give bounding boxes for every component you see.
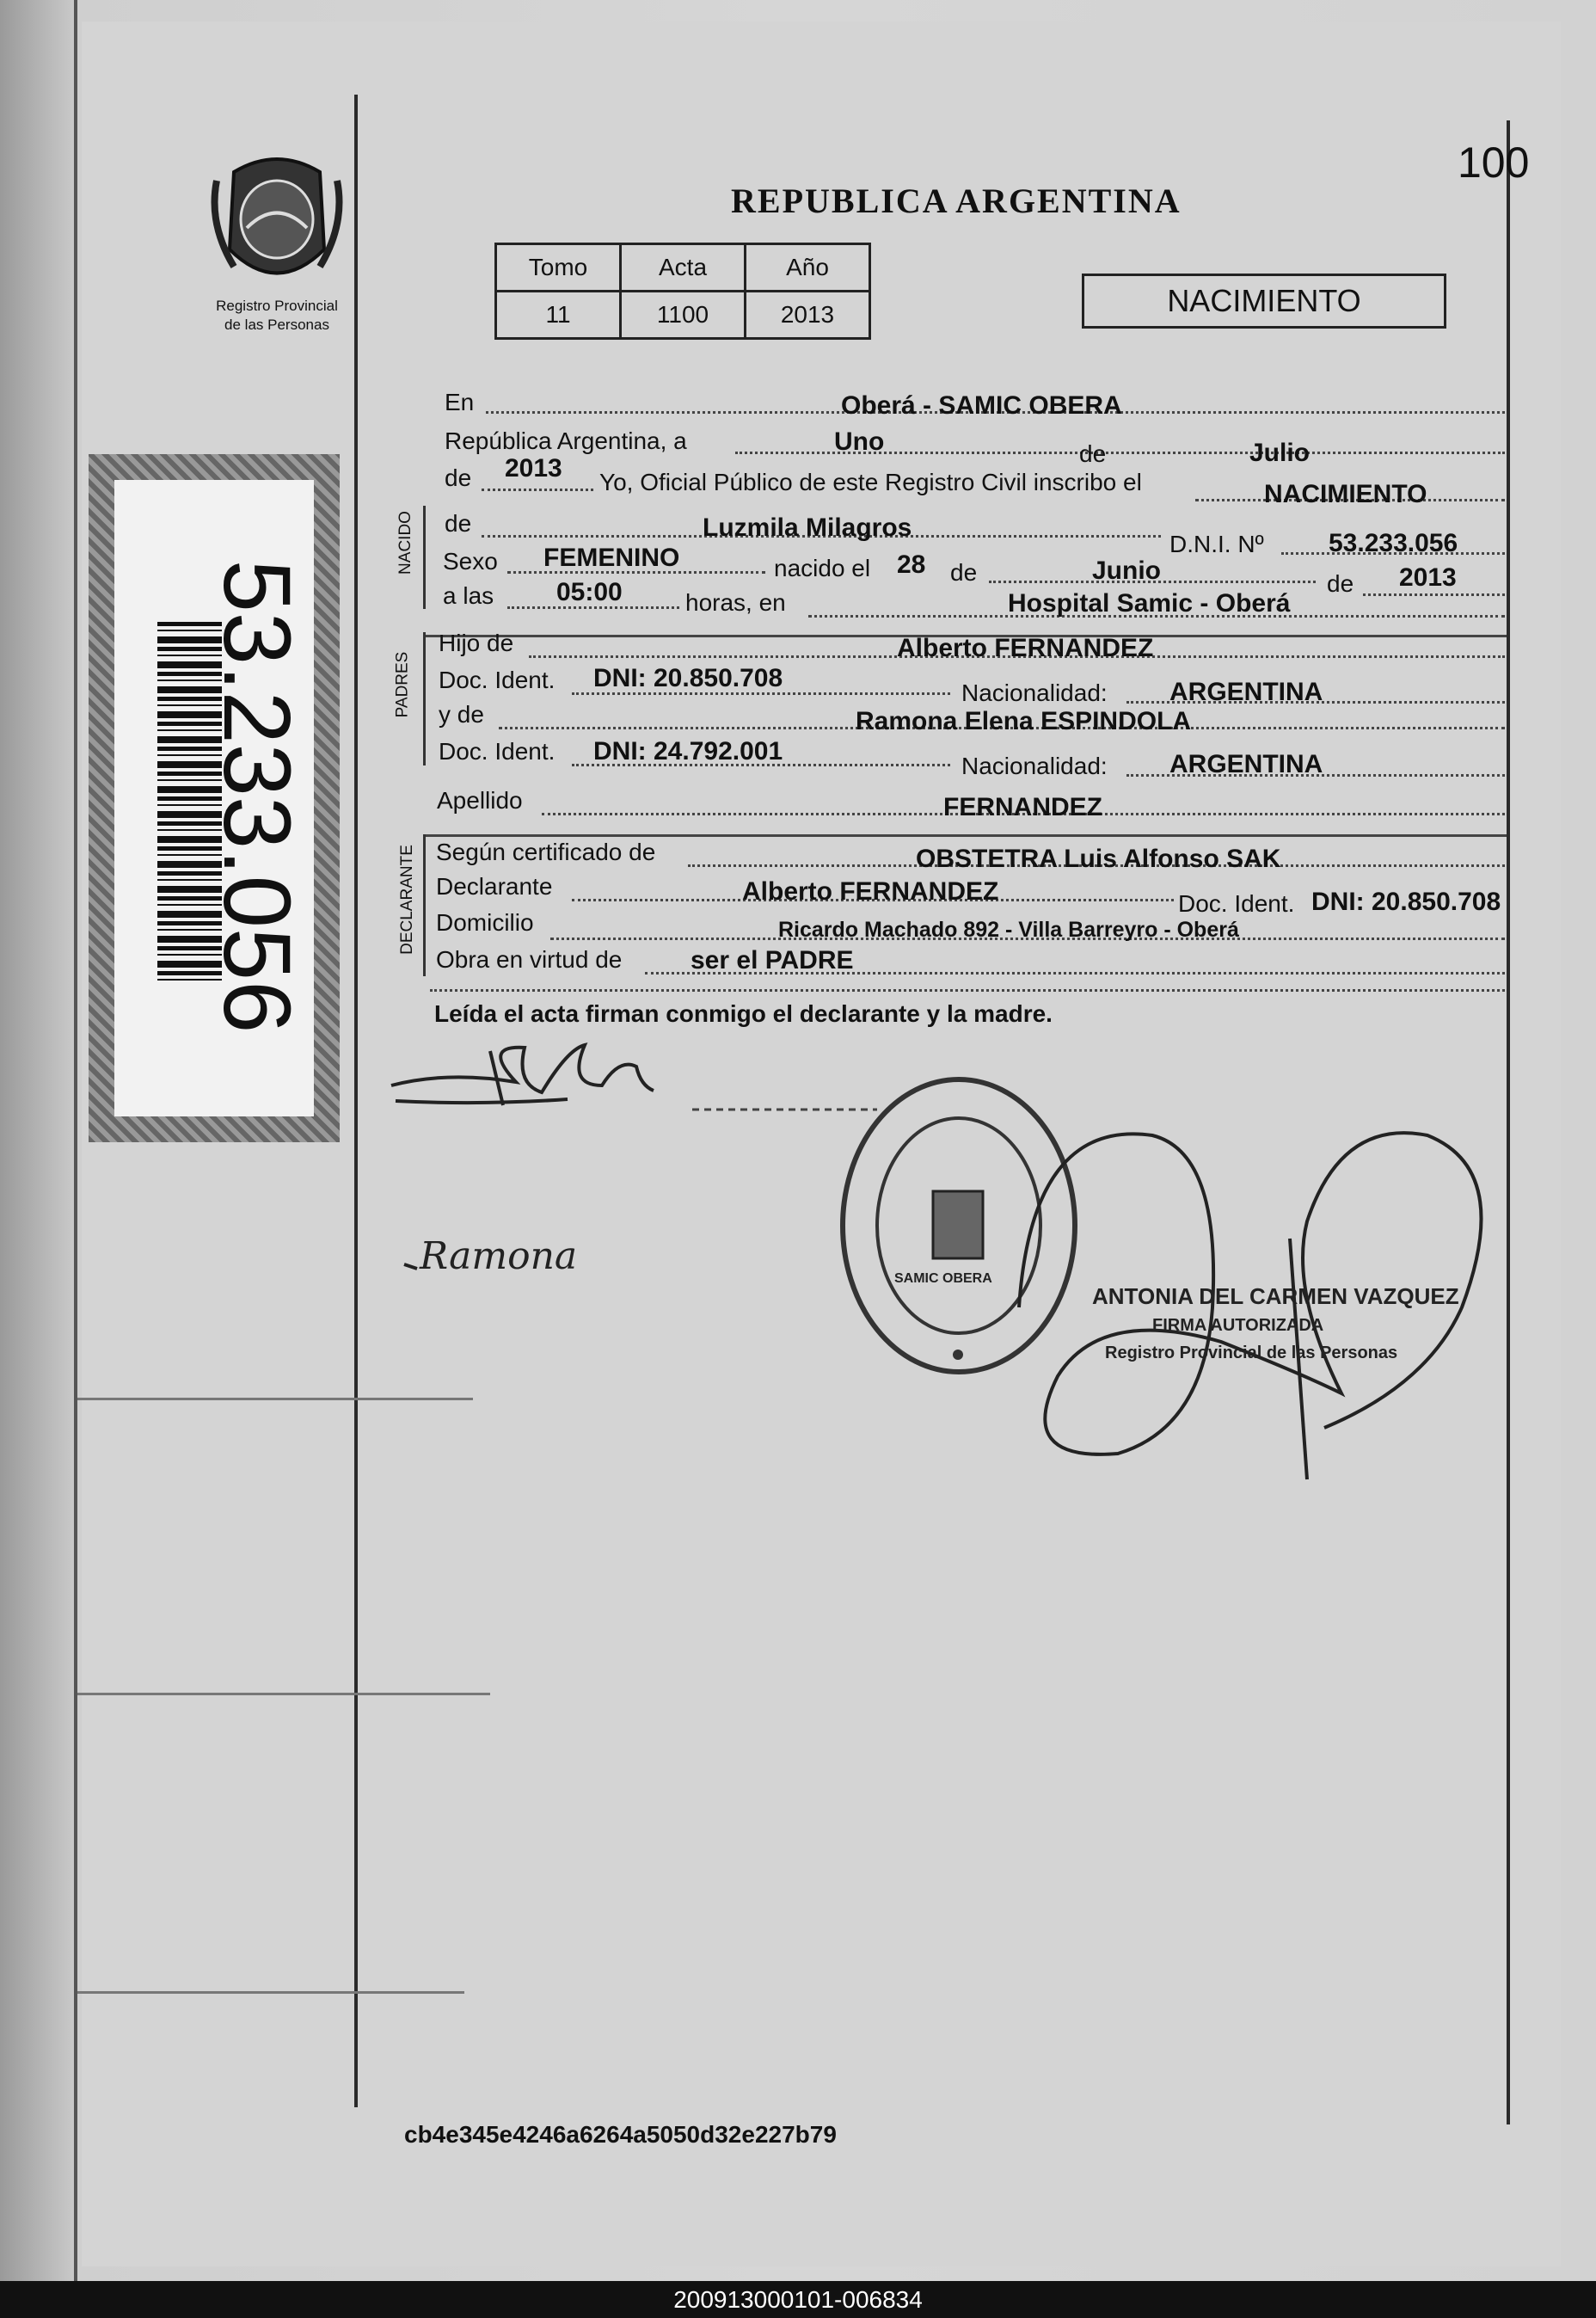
nacido-section-label: NACIDO (396, 511, 414, 575)
sexo-value: FEMENINO (543, 544, 680, 572)
seal-center-text: SAMIC OBERA (894, 1271, 992, 1286)
tomo-header: Tomo (496, 244, 621, 292)
dni-label: D.N.I. Nº (1169, 531, 1264, 557)
birth-place: Hospital Samic - Oberá (1008, 589, 1291, 618)
certificate-value: OBSTETRA Luis Alfonso SAK (916, 845, 1281, 873)
child-dni: 53.233.056 (1329, 529, 1458, 557)
father-nationality: ARGENTINA (1169, 678, 1323, 706)
mother-name: Ramona Elena ESPINDOLA (856, 707, 1192, 735)
nacido-de-label: de (445, 510, 472, 537)
day-value: Uno (834, 427, 885, 456)
de-label: de (445, 464, 472, 491)
child-name: Luzmila Milagros (703, 513, 912, 542)
doc-ident-label: Doc. Ident. (439, 738, 556, 765)
footer-id: 200913000101-006834 (0, 2281, 1596, 2318)
birth-month: Junio (1092, 556, 1161, 585)
tomo-value: 11 (496, 292, 621, 339)
de-label: de (1079, 440, 1107, 467)
mother-signature: Ramona (420, 1234, 578, 1278)
declarant-address: Ricardo Machado 892 - Villa Barreyro - Oberá (778, 918, 1239, 942)
declarante-label: Declarante (436, 873, 553, 900)
declarante-section-label: DECLARANTE (397, 845, 416, 955)
domicilio-label: Domicilio (436, 909, 534, 936)
official-office: Registro Provincial de las Personas (1105, 1343, 1398, 1362)
record-type-box: NACIMIENTO (1082, 274, 1446, 329)
month-value: Julio (1249, 439, 1311, 467)
seal-icon (843, 1079, 1075, 1372)
declarant-signature (391, 1045, 654, 1105)
hijo-de-label: Hijo de (439, 630, 514, 656)
place-value: Oberá - SAMIC OBERA (841, 391, 1122, 420)
mother-nationality: ARGENTINA (1169, 750, 1323, 778)
birth-year: 2013 (1399, 563, 1457, 592)
barcode-number: 53.233.056 (204, 559, 310, 1034)
mother-doc: DNI: 24.792.001 (593, 737, 783, 765)
padres-section-label: PADRES (393, 651, 412, 718)
document-hash: cb4e345e4246a6264a5050d32e227b79 (404, 2121, 837, 2148)
apellido-label: Apellido (437, 787, 523, 814)
declarant-name: Alberto FERNANDEZ (742, 877, 999, 906)
birth-day: 28 (897, 550, 926, 579)
certificado-label: Según certificado de (436, 839, 656, 865)
document-title: REPUBLICA ARGENTINA (731, 181, 1182, 220)
horas-label: horas, en (685, 589, 786, 616)
registry-name: Registro Provincial de las Personas (216, 298, 338, 333)
closing-statement: Leída el acta firman conmigo el declarante y la madre. (434, 1000, 1053, 1027)
doc-ident-label: Doc. Ident. (439, 667, 556, 693)
surname-value: FERNANDEZ (943, 793, 1102, 821)
page-number: 100 (1458, 138, 1530, 187)
birth-time: 05:00 (556, 578, 623, 606)
declarant-doc: DNI: 20.850.708 (1311, 888, 1501, 916)
official-name: ANTONIA DEL CARMEN VAZQUEZ (1092, 1283, 1459, 1309)
acta-header: Acta (621, 244, 746, 292)
official-role: FIRMA AUTORIZADA (1152, 1316, 1324, 1335)
officer-text: Yo, Oficial Público de este Registro Civil inscribo el (599, 469, 1142, 495)
republic-label: República Argentina, a (445, 427, 687, 454)
anio-header: Año (746, 244, 870, 292)
event-value: NACIMIENTO (1264, 480, 1427, 508)
obra-reason: ser el PADRE (691, 946, 854, 975)
father-name: Alberto FERNANDEZ (897, 634, 1154, 662)
alas-label: a las (443, 582, 494, 609)
de-label: de (1327, 570, 1354, 597)
de-label: de (950, 559, 978, 586)
acta-value: 1100 (621, 292, 746, 339)
year-value: 2013 (505, 454, 562, 483)
nacido-el-label: nacido el (774, 555, 871, 581)
y-de-label: y de (439, 701, 484, 728)
sexo-label: Sexo (443, 548, 498, 575)
anio-value: 2013 (746, 292, 870, 339)
nacionalidad-label: Nacionalidad: (961, 753, 1108, 779)
father-doc: DNI: 20.850.708 (593, 664, 783, 692)
obra-label: Obra en virtud de (436, 946, 623, 973)
en-label: En (445, 389, 475, 415)
doc-ident-label: Doc. Ident. (1178, 890, 1295, 917)
nacionalidad-label: Nacionalidad: (961, 679, 1108, 706)
